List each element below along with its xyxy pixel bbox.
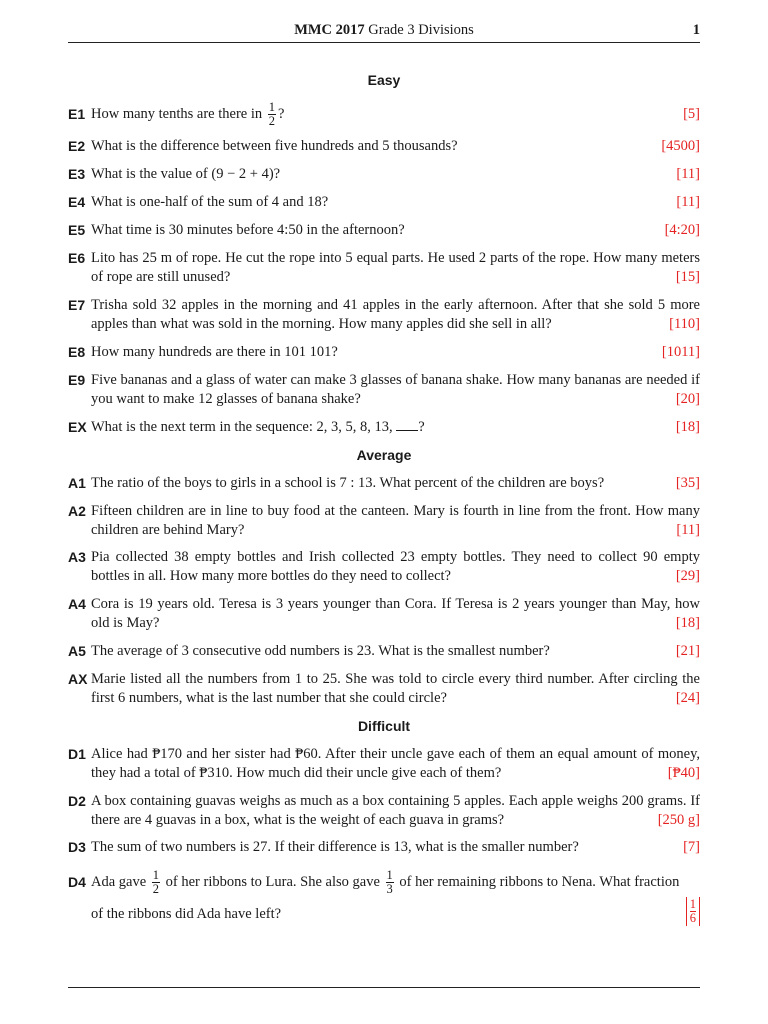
problem-ex: [68, 418, 700, 437]
fraction-denominator: 3: [386, 882, 393, 897]
problem-e9: [68, 371, 700, 409]
problem-text: of her remaining ribbons to Nena. What fraction: [395, 874, 680, 890]
problem-text: What is one-half of the sum of 4 and 18?: [91, 194, 329, 210]
running-header: [0, 21, 768, 39]
problem-code: D3: [68, 839, 86, 855]
problem-e3: [68, 165, 700, 184]
problem-text: How many tenths are there in: [91, 106, 266, 122]
problem-a3: [68, 548, 700, 586]
footer-rule: [68, 987, 700, 988]
header-rule: [68, 42, 700, 43]
problem-e6: [68, 249, 700, 287]
fraction-denominator: 2: [268, 114, 276, 129]
problem-code: E2: [68, 138, 86, 154]
answer: [4:20]: [664, 222, 700, 238]
answer: [110]: [669, 316, 700, 332]
problem-e8: [68, 343, 700, 362]
fraction: [386, 869, 394, 896]
problem-text: What is the value of (9 − 2 + 4)?: [91, 166, 281, 182]
answer: [250 g]: [657, 812, 700, 828]
problem-e4: [68, 193, 700, 212]
fraction-numerator: 1: [386, 868, 393, 883]
problem-code: E6: [68, 250, 86, 266]
section-heading-easy: Easy: [367, 72, 401, 88]
problem-text: ?: [418, 419, 425, 435]
problem-code: E5: [68, 222, 86, 238]
section-heading-average: Average: [356, 447, 412, 463]
problem-text: The ratio of the boys to girls in a school is 7 : 13. What percent of the children are boys?: [91, 475, 605, 491]
header-title: Grade 3 Divisions: [364, 22, 474, 38]
problem-text: What is the next term in the sequence: 2, 3, 5, 8, 13,: [91, 419, 397, 435]
problem-d1: [68, 745, 700, 783]
problem-text: The average of 3 consecutive odd numbers is 23. What is the smallest number?: [91, 643, 550, 659]
answer: [18]: [675, 419, 700, 435]
problem-code: D2: [68, 793, 86, 809]
problem-text: ?: [278, 106, 285, 122]
fraction-denominator: 2: [152, 882, 160, 897]
problem-text: Pia collected 38 empty bottles and Irish collected 23 empty bottles. They need to collect 90 empty bottles in all. How many more bottles do they need to collect?: [91, 549, 700, 584]
problem-code: AX: [68, 671, 88, 687]
problem-a5: [68, 642, 700, 661]
page-number: 1: [692, 22, 700, 38]
problem-text: of her ribbons to Lura. She also gave: [162, 874, 384, 890]
answer-numerator: 1: [689, 897, 696, 911]
problem-code: D1: [68, 746, 86, 762]
header-title-bold: MMC 2017: [294, 22, 365, 38]
answer: [35]: [675, 475, 700, 491]
answer: [24]: [675, 690, 700, 706]
problem-e5: [68, 221, 700, 240]
problem-code: A5: [68, 643, 86, 659]
problem-text: The sum of two numbers is 27. If their difference is 13, what is the smaller number?: [91, 839, 579, 855]
problem-code: EX: [68, 419, 87, 435]
problem-text: Fifteen children are in line to buy food at the canteen. Mary is fourth in line from the front. How many children are behind Mary?: [91, 503, 700, 538]
answer-fraction: [686, 897, 700, 926]
fraction: [268, 101, 276, 128]
problem-code: E3: [68, 166, 86, 182]
problem-code: E7: [68, 297, 86, 313]
problem-code: E9: [68, 372, 86, 388]
problem-code: A4: [68, 596, 86, 612]
problem-e7: [68, 296, 700, 334]
problem-text: Trisha sold 32 apples in the morning and 41 apples in the early afternoon. After that she sold 5 more apples than what was sold in the morning. How many apples did she sell in all?: [91, 297, 700, 332]
answer: [4500]: [661, 138, 700, 154]
answer: [15]: [675, 269, 700, 285]
section-heading-difficult: Difficult: [357, 718, 411, 734]
problem-a2: [68, 502, 700, 540]
answer: [21]: [675, 643, 700, 659]
answer: [18]: [675, 615, 700, 631]
problem-text: Lito has 25 m of rope. He cut the rope into 5 equal parts. He used 2 parts of the rope. How many meters of rope are still unused?: [91, 250, 700, 285]
answer-blank: [396, 418, 418, 431]
problem-text-line2: of the ribbons did Ada have left?: [91, 906, 282, 922]
problem-code: E4: [68, 194, 86, 210]
problem-text: Ada gave: [91, 874, 150, 890]
problem-text: What time is 30 minutes before 4:50 in the afternoon?: [91, 222, 405, 238]
fraction: [152, 869, 160, 896]
answer: [11]: [676, 194, 700, 210]
problem-e1: [68, 96, 700, 132]
problem-a1: [68, 474, 700, 493]
answer: [20]: [675, 391, 700, 407]
problem-code: E1: [68, 106, 86, 122]
answer: [11]: [676, 522, 700, 538]
answer: [1011]: [661, 344, 700, 360]
problem-text: Marie listed all the numbers from 1 to 25. She was told to circle every third number. After circling the first 6 numbers, what is the last number that she could circle?: [91, 671, 700, 706]
problem-ax: [68, 670, 700, 708]
answer: [11]: [676, 166, 700, 182]
problem-d3: [68, 838, 700, 857]
answer: [₱40]: [667, 765, 700, 781]
answer: [29]: [675, 568, 700, 584]
problem-d4: [68, 863, 700, 935]
problem-code: D4: [68, 874, 86, 890]
problem-code: A2: [68, 503, 86, 519]
answer-denominator: 6: [689, 911, 696, 925]
problem-text: A box containing guavas weighs as much as a box containing 5 apples. Each apple weighs 200 grams. If there are 4 guavas in a box, what is the weight of each guava in grams?: [91, 793, 700, 828]
problem-a4: [68, 595, 700, 633]
problem-text: What is the difference between five hundreds and 5 thousands?: [91, 138, 458, 154]
problem-code: A1: [68, 475, 86, 491]
problem-text: How many hundreds are there in 101 101?: [91, 344, 338, 360]
problem-d2: [68, 792, 700, 830]
problem-text: Cora is 19 years old. Teresa is 3 years younger than Cora. If Teresa is 2 years younger than May, how old is May?: [91, 596, 700, 631]
problem-code: A3: [68, 549, 86, 565]
fraction-numerator: 1: [268, 100, 276, 115]
fraction-numerator: 1: [152, 868, 160, 883]
answer: [5]: [683, 106, 700, 122]
problem-text: Five bananas and a glass of water can make 3 glasses of banana shake. How many bananas are needed if you want to make 12 glasses of banana shake?: [91, 372, 700, 407]
problem-text: Alice had ₱170 and her sister had ₱60. After their uncle gave each of them an equal amount of money, they had a total of ₱310. How much did their uncle give each of them?: [91, 746, 700, 781]
problem-e2: [68, 137, 700, 156]
problem-code: E8: [68, 344, 86, 360]
answer: [7]: [683, 839, 700, 855]
